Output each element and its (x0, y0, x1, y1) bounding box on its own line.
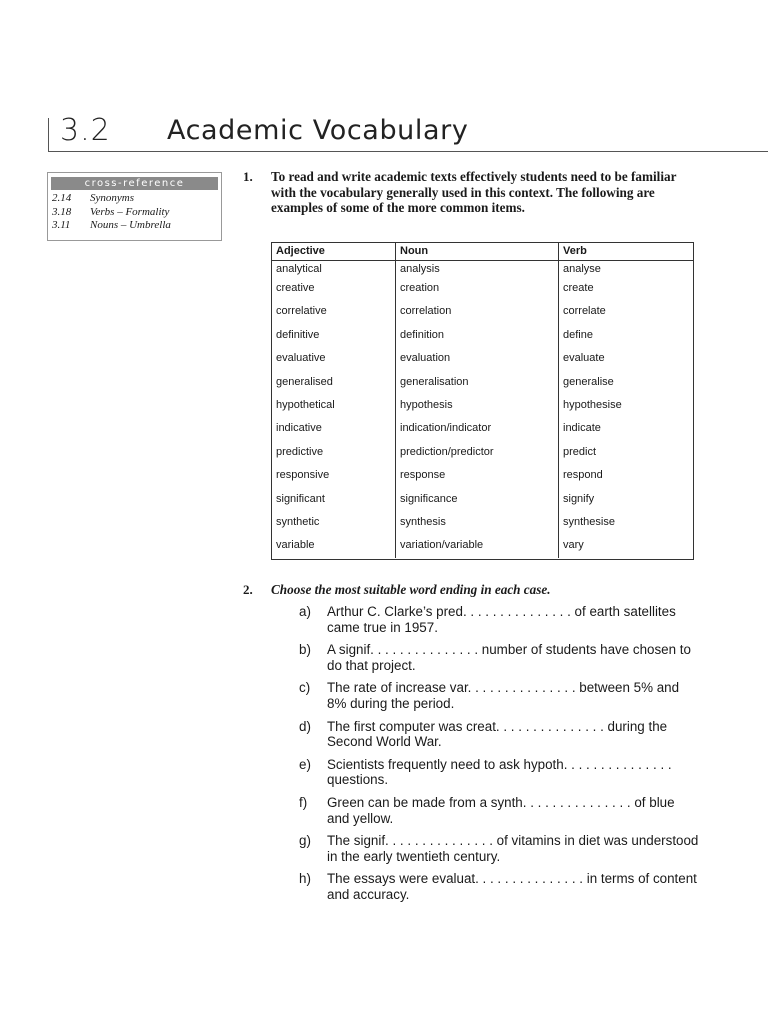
cross-reference-item[interactable] (48, 219, 221, 233)
cell-adjective: generalised (272, 371, 396, 394)
header-verb: Verb (563, 245, 587, 257)
cell-verb: generalise (563, 375, 614, 388)
cell-verb: respond (563, 469, 603, 482)
cell-noun: definition (396, 324, 559, 347)
cell-adjective: creative (272, 277, 396, 300)
cell-verb: indicate (563, 422, 601, 435)
table-row (272, 347, 693, 370)
exercise-sentence: The first computer was creat. . . . . . . . . . . . . . . during the Second World War. (327, 718, 668, 750)
cell-adjective: synthetic (272, 511, 396, 534)
exercise-sentence: Arthur C. Clarke’s pred. . . . . . . . . . . . . . . of earth satellites came true in 1957. (327, 604, 676, 635)
cell-verb: vary (563, 539, 584, 552)
cell-adjective: evaluative (272, 347, 396, 370)
cell-noun: creation (396, 277, 559, 300)
table-row (272, 261, 693, 277)
cell-noun: variation/variable (396, 534, 559, 557)
cell-adjective: definitive (272, 324, 396, 347)
table-row (272, 511, 693, 534)
exercise-letter: a) (299, 604, 311, 619)
exercise-sentence: The essays were evaluat. . . . . . . . . . . . . . . in terms of content and accuracy. (327, 871, 697, 902)
cross-reference-label: Verbs – Formality (90, 205, 170, 218)
cell-adjective: predictive (272, 441, 396, 464)
table-row (272, 534, 693, 557)
exercise-item (299, 757, 699, 788)
cross-reference-label: Nouns – Umbrella (90, 219, 171, 231)
cell-verb: create (563, 282, 594, 294)
cell-verb: synthesise (563, 515, 615, 528)
table-row (272, 441, 693, 464)
cell-verb: signify (563, 492, 595, 505)
cell-adjective: correlative (272, 300, 396, 323)
table-row (272, 324, 693, 347)
cell-verb: evaluate (563, 352, 605, 365)
exercise-item (299, 833, 699, 864)
cell-verb: define (563, 328, 593, 341)
cell-adjective: significant (272, 488, 396, 511)
question-1-text: To read and write academic texts effectively students need to be familiar with the vocabulary generally used in this context. The following are examples of some of the more common items. (271, 169, 677, 215)
cross-reference-label: Synonyms (90, 192, 134, 204)
exercise-item (299, 719, 699, 750)
exercise-letter: d) (299, 718, 311, 734)
exercise-item (299, 871, 699, 902)
exercise-item (299, 604, 699, 635)
cross-reference-item[interactable] (48, 192, 221, 206)
table-row (272, 394, 693, 417)
section-number: 3.2 (60, 113, 111, 148)
exercise-item (299, 680, 699, 711)
cell-noun: response (396, 464, 559, 487)
cross-reference-number: 3.11 (52, 219, 71, 231)
exercise-list (299, 604, 699, 910)
exercise-letter: f) (299, 794, 308, 810)
cell-adjective: analytical (272, 261, 396, 277)
question-1-number: 1. (243, 169, 253, 184)
table-row (272, 371, 693, 394)
cell-verb: correlate (563, 305, 606, 318)
cell-verb: predict (563, 445, 597, 458)
exercise-item (299, 642, 699, 673)
cross-reference-item[interactable] (48, 206, 221, 220)
question-2-number: 2. (243, 582, 253, 597)
cell-adjective: hypothetical (272, 394, 396, 417)
cell-noun: generalisation (396, 371, 559, 394)
table-body (272, 261, 693, 558)
cell-verb: analyse (563, 263, 601, 275)
exercise-letter: g) (299, 833, 311, 849)
cross-reference-box (47, 172, 222, 241)
exercise-sentence: Green can be made from a synth. . . . . . . . . . . . . . . of blue and yellow. (327, 794, 675, 826)
question-2-text: Choose the most suitable word ending in each case. (271, 582, 551, 597)
header-adjective: Adjective (272, 243, 396, 260)
cell-verb: hypothesise (563, 398, 622, 411)
cell-adjective: responsive (272, 464, 396, 487)
vocabulary-table (271, 242, 694, 560)
exercise-letter: e) (299, 756, 311, 772)
table-row (272, 464, 693, 487)
cell-noun: significance (396, 488, 559, 511)
cell-noun: evaluation (396, 347, 559, 370)
exercise-sentence: The signif. . . . . . . . . . . . . . . of vitamins in diet was understood in the early twentieth century. (327, 833, 699, 864)
cell-noun: indication/indicator (396, 417, 559, 440)
exercise-letter: c) (299, 680, 311, 696)
cell-noun: hypothesis (396, 394, 559, 417)
cell-noun: correlation (396, 300, 559, 323)
table-row (272, 488, 693, 511)
exercise-letter: h) (299, 871, 311, 887)
exercise-sentence: Scientists frequently need to ask hypoth. . . . . . . . . . . . . . . questions. (327, 756, 672, 788)
cell-noun: prediction/predictor (396, 441, 559, 464)
exercise-sentence: A signif. . . . . . . . . . . . . . . number of students have chosen to do that project. (327, 642, 691, 673)
cell-noun: analysis (396, 261, 559, 277)
exercise-sentence: The rate of increase var. . . . . . . . . . . . . . . between 5% and 8% during the period. (327, 680, 680, 711)
cross-reference-heading: cross-reference (51, 177, 218, 190)
cross-reference-number: 3.18 (52, 205, 72, 218)
cell-adjective: indicative (272, 417, 396, 440)
section-title: Academic Vocabulary (167, 115, 469, 146)
exercise-item (299, 795, 699, 826)
table-row (272, 300, 693, 323)
header-noun: Noun (396, 243, 559, 260)
exercise-letter: b) (299, 642, 311, 658)
cell-noun: synthesis (396, 511, 559, 534)
cross-reference-number: 2.14 (52, 192, 72, 204)
table-row (272, 417, 693, 440)
cell-adjective: variable (272, 534, 396, 557)
table-row (272, 277, 693, 300)
table-header-row (272, 243, 693, 261)
